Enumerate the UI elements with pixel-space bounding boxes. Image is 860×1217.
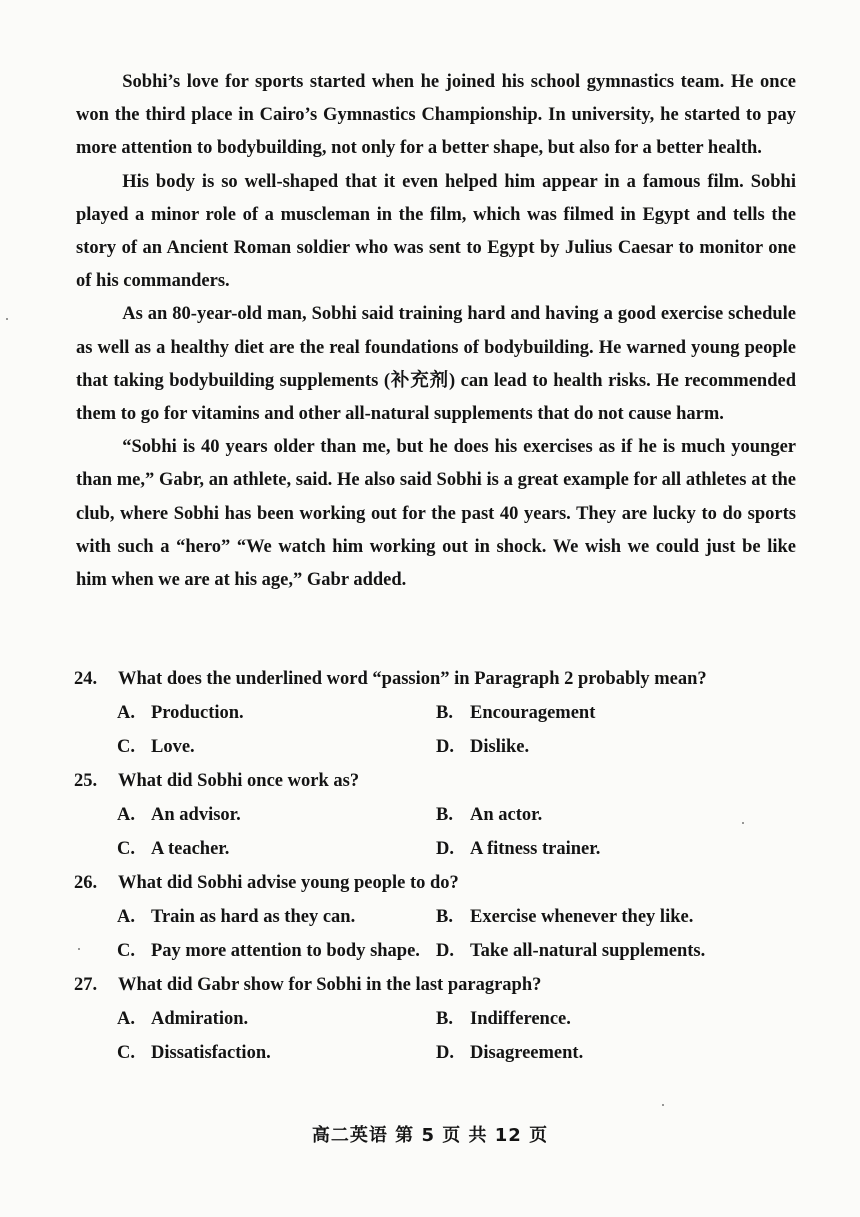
option-row <box>74 934 794 968</box>
scan-speck <box>6 318 8 320</box>
option-letter: C. <box>117 941 135 961</box>
option-letter: A. <box>117 805 135 825</box>
question-number: 27. <box>74 975 98 995</box>
question-text: What did Gabr show for Sobhi in the last paragraph? <box>118 975 542 995</box>
scan-speck <box>78 948 80 950</box>
option-text: Train as hard as they can. <box>151 907 356 927</box>
question-stem <box>74 968 794 1002</box>
option-a <box>117 696 244 730</box>
page-footer: 高二英语 第 5 页 共 12 页 <box>311 1125 549 1146</box>
option-c <box>117 730 195 764</box>
scan-speck <box>742 822 744 824</box>
option-letter: D. <box>436 737 454 757</box>
option-c <box>117 1036 271 1070</box>
question-text: What did Sobhi once work as? <box>118 771 360 791</box>
option-letter: C. <box>117 1043 135 1063</box>
option-a <box>117 798 241 832</box>
question-27 <box>74 968 794 1070</box>
question-list <box>74 662 794 1070</box>
option-text: Love. <box>151 737 195 757</box>
option-row <box>74 1002 794 1036</box>
option-text: Take all-natural supplements. <box>470 941 706 961</box>
option-letter: A. <box>117 907 135 927</box>
option-d <box>436 832 600 866</box>
option-letter: C. <box>117 839 135 859</box>
option-text: A teacher. <box>151 839 230 859</box>
passage-paragraph: “Sobhi is 40 years older than me, but he does his exercises as if he is much younger than me,” Gabr, an athlete, said. He also said Sobhi is a great example for all athletes at the club, where Sobhi has been working out for the past 40 years. They are lucky to do sports with such a “hero” “We watch him working out in shock. We wish we could just be like him when we are at his age,” Gabr added. <box>76 437 796 591</box>
option-row <box>74 832 794 866</box>
option-letter: D. <box>436 1043 454 1063</box>
scan-speck <box>662 1104 664 1106</box>
option-text: Indifference. <box>470 1009 571 1029</box>
question-number: 26. <box>74 873 98 893</box>
option-b <box>436 696 595 730</box>
option-text: Dislike. <box>470 737 530 757</box>
option-row <box>74 730 794 764</box>
passage-paragraph: As an 80-year-old man, Sobhi said training hard and having a good exercise schedule as well as a healthy diet are the real foundations of bodybuilding. He warned young people that taking bodybuilding supplements (补充剂) can lead to health risks. He recommended them to go for vitamins and other all-natural supplements that do not cause harm. <box>76 304 796 425</box>
option-letter: C. <box>117 737 135 757</box>
option-b <box>436 798 542 832</box>
question-26 <box>74 866 794 968</box>
option-text: Admiration. <box>151 1009 249 1029</box>
option-row <box>74 696 794 730</box>
option-letter: A. <box>117 1009 135 1029</box>
option-a <box>117 1002 248 1036</box>
option-text: Disagreement. <box>470 1043 584 1063</box>
option-letter: A. <box>117 703 135 723</box>
option-c <box>117 832 229 866</box>
question-24 <box>74 662 794 764</box>
question-stem <box>74 662 794 696</box>
option-d <box>436 1036 583 1070</box>
option-text: A fitness trainer. <box>470 839 601 859</box>
question-25 <box>74 764 794 866</box>
option-letter: D. <box>436 839 454 859</box>
option-a <box>117 900 355 934</box>
option-text: Pay more attention to body shape. <box>151 941 420 961</box>
option-letter: B. <box>436 703 453 723</box>
question-number: 25. <box>74 771 98 791</box>
option-text: Dissatisfaction. <box>151 1043 271 1063</box>
passage-paragraph: His body is so well-shaped that it even helped him appear in a famous film. Sobhi played a minor role of a muscleman in the film, which was filmed in Egypt and tells the story of an Ancient Roman soldier who was sent to Egypt by Julius Caesar to monitor one of his commanders. <box>76 171 796 292</box>
option-letter: B. <box>436 907 453 927</box>
option-text: Exercise whenever they like. <box>470 907 694 927</box>
option-text: An actor. <box>470 805 543 825</box>
option-letter: B. <box>436 805 453 825</box>
reading-passage <box>76 66 796 597</box>
question-text: What did Sobhi advise young people to do? <box>118 873 459 893</box>
question-stem <box>74 764 794 798</box>
option-row <box>74 798 794 832</box>
option-d <box>436 730 529 764</box>
passage-paragraph: Sobhi’s love for sports started when he joined his school gymnastics team. He once won the third place in Cairo’s Gymnastics Championship. In university, he started to pay more attention to bodybuilding, not only for a better shape, but also for a better health. <box>76 72 796 159</box>
option-b <box>436 900 693 934</box>
option-letter: D. <box>436 941 454 961</box>
question-text: What does the underlined word “passion” in Paragraph 2 probably mean? <box>118 669 707 689</box>
option-row <box>74 900 794 934</box>
option-letter: B. <box>436 1009 453 1029</box>
option-text: Production. <box>151 703 244 723</box>
option-c <box>117 934 420 968</box>
option-text: Encouragement <box>470 703 596 723</box>
option-row <box>74 1036 794 1070</box>
option-d <box>436 934 705 968</box>
question-stem <box>74 866 794 900</box>
question-number: 24. <box>74 669 98 689</box>
option-text: An advisor. <box>151 805 241 825</box>
option-b <box>436 1002 571 1036</box>
